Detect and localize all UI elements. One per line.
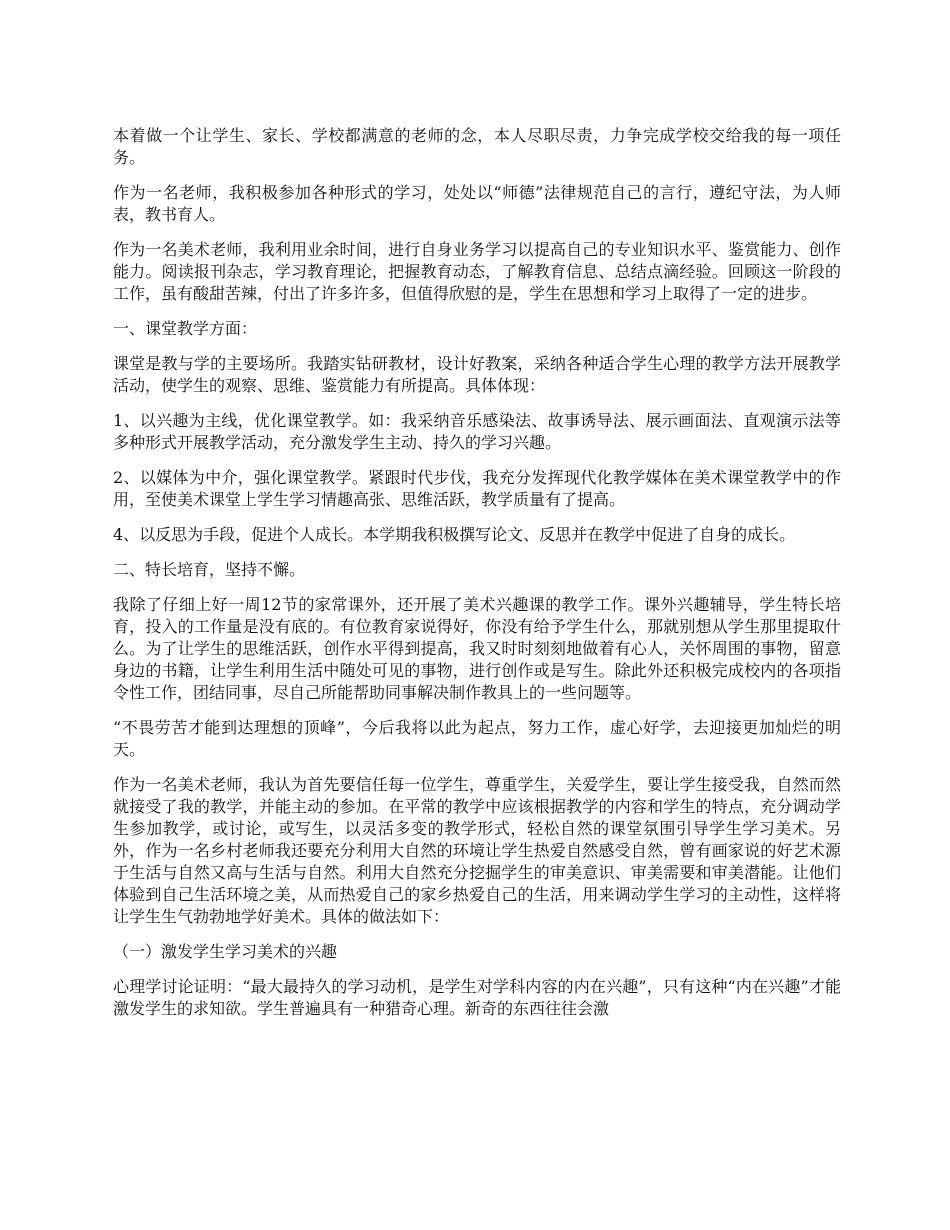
paragraph-intro: 本着做一个让学生、家长、学校都满意的老师的念，本人尽职尽责，力争完成学校交给我的每一项任务。 bbox=[113, 126, 841, 167]
list-item-interest: 1、以兴趣为主线，优化课堂教学。如：我采纳音乐感染法、故事诱导法、展示画面法、直观演示法等多种形式开展教学活动，充分激发学生主动、持久的学习兴趣。 bbox=[113, 411, 841, 452]
section-heading-classroom: 一、课堂教学方面： bbox=[113, 319, 258, 338]
document-page bbox=[113, 125, 841, 1033]
paragraph-ethics: 作为一名老师，我积极参加各种形式的学习，处处以“师德”法律规范自己的言行，遵纪守法，为人师表，教书育人。 bbox=[113, 183, 841, 224]
paragraph-teaching-philosophy: 作为一名美术老师，我认为首先要信任每一位学生，尊重学生，关爱学生，要让学生接受我，自然而然就接受了我的教学，并能主动的参加。在平常的教学中应该根据教学的内容和学生的特点，充分调动学生参加教学，或讨论，或写生，以灵活多变的教学形式，轻松自然的课堂氛围引导学生学习美术。另外，作为一名乡村老师我还要充分利用大自然的环境让学生热爱自然感受自然，曾有画家说的好艺术源于生活与自然又高与生活与自然。利用大自然充分挖掘学生的审美意识、审美需要和审美潜能。让他们体验到自己生活环境之美，从而热爱自己的家乡热爱自己的生活，用来调动学生学习的主动性，这样将让学生生气勃勃地学好美术。具体的做法如下： bbox=[113, 775, 841, 926]
paragraph-outlook: “不畏劳苦才能到达理想的顶峰”，今后我将以此为起点，努力工作，虚心好学，去迎接更加灿烂的明天。 bbox=[113, 718, 841, 759]
paragraph-psychology: 心理学讨论证明：“最大最持久的学习动机，是学生对学科内容的内在兴趣”，只有这种“内在兴趣”才能激发学生的求知欲。学生普遍具有一种猎奇心理。新奇的东西往往会激 bbox=[113, 977, 841, 1018]
list-item-reflection: 4、以反思为手段，促进个人成长。本学期我积极撰写论文、反思并在教学中促进了自身的成长。 bbox=[113, 525, 796, 544]
subheading-motivation: （一）激发学生学习美术的兴趣 bbox=[113, 942, 338, 961]
section-heading-talent: 二、特长培育，坚持不懈。 bbox=[113, 560, 306, 579]
paragraph-classroom: 课堂是教与学的主要场所。我踏实钻研教材，设计好教案，采纳各种适合学生心理的教学方法开展教学活动，使学生的观察、思维、鉴赏能力有所提高。具体体现： bbox=[113, 354, 841, 395]
list-item-media: 2、以媒体为中介，强化课堂教学。紧跟时代步伐，我充分发挥现代化教学媒体在美术课堂教学中的作用，至使美术课堂上学生学习情趣高张、思维活跃，教学质量有了提高。 bbox=[113, 468, 841, 509]
paragraph-extracurricular: 我除了仔细上好一周12节的家常课外，还开展了美术兴趣课的教学工作。课外兴趣辅导，学生特长培育，投入的工作量是没有底的。有位教育家说得好，你没有给予学生什么，那就别想从学生那里提取什么。为了让学生的思维活跃，创作水平得到提高，我又时时刻刻地做着有心人，关怀周围的事物，留意身边的书籍，让学生利用生活中随处可见的事物，进行创作或是写生。除此外还积极完成校内的各项指令性工作，团结同事，尽自己所能帮助同事解决制作教具上的一些问题等。 bbox=[113, 595, 841, 702]
paragraph-self-study: 作为一名美术老师，我利用业余时间，进行自身业务学习以提高自己的专业知识水平、鉴赏能力、创作能力。阅读报刊杂志，学习教育理论，把握教育动态，了解教育信息、总结点滴经验。回顾这一阶段的工作，虽有酸甜苦辣，付出了许多许多，但值得欣慰的是，学生在思想和学习上取得了一定的进步。 bbox=[113, 240, 841, 303]
